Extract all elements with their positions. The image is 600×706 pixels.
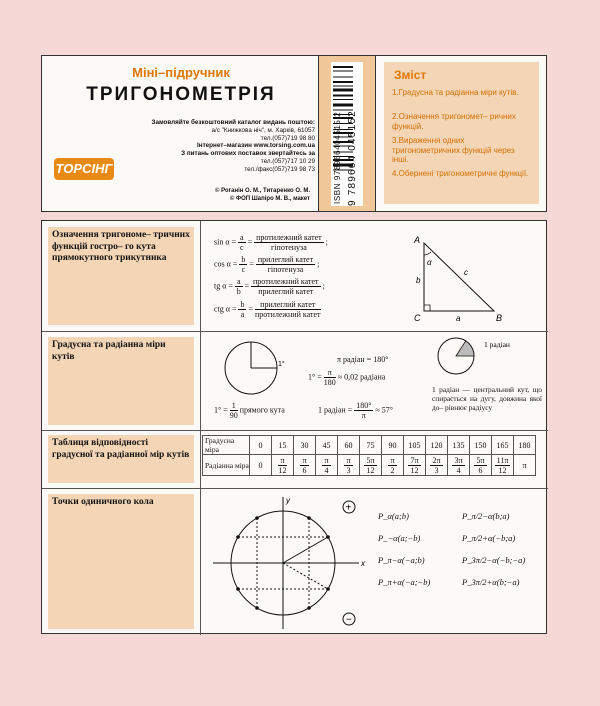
ctg-word-den: протилежний катет bbox=[255, 310, 321, 319]
one-degree-label: 1° bbox=[278, 361, 285, 368]
pi-rad-equation: π радіан = 180° bbox=[337, 355, 389, 364]
degree-in-radians bbox=[308, 368, 385, 387]
toc-box bbox=[384, 62, 539, 204]
degree-cell: 150 bbox=[470, 436, 492, 455]
radian-denominator: 3 bbox=[434, 465, 439, 475]
cos-formula: cos α = $\frac{b}{c}$ = прилеглий катет гіпотенуза ; bbox=[214, 255, 320, 274]
point-formula: P_π+α(−a;−b) bbox=[378, 577, 431, 587]
radian-cell bbox=[470, 455, 492, 476]
rad-num: 180° bbox=[356, 401, 372, 410]
tg-word-den: прилеглий катет bbox=[258, 287, 314, 296]
cover-title: ТРИГОНОМЕТРІЯ bbox=[86, 84, 276, 105]
radian-cell bbox=[272, 455, 294, 476]
side-c: c bbox=[464, 268, 468, 277]
sin-num: a bbox=[240, 233, 244, 242]
sin-word-num: протилежний катет bbox=[256, 233, 322, 242]
vertex-b: B bbox=[496, 313, 503, 323]
barcode-bar bbox=[333, 71, 353, 72]
point-formula: P_π/2+α(−b;a) bbox=[462, 533, 516, 543]
ctg-num: b bbox=[240, 300, 245, 309]
barcode-bar bbox=[333, 81, 353, 83]
degree-radian-table bbox=[202, 435, 536, 476]
radian-denominator: 2 bbox=[390, 465, 395, 475]
point-formula: P_3π/2+α(b;−a) bbox=[462, 577, 520, 587]
degree-cell: 135 bbox=[448, 436, 470, 455]
point-p-three-half-pi-minus-alpha bbox=[255, 606, 259, 610]
phone-2: тел.(057)717 10 29 bbox=[260, 157, 315, 165]
radian-denominator: 6 bbox=[302, 465, 307, 475]
minus-sign: − bbox=[346, 614, 352, 626]
point-p-three-half-pi-plus-alpha bbox=[307, 606, 311, 610]
sin-formula: sin α = $\frac{a}{c}$ = протилежний катет гіпотенуза ; bbox=[214, 233, 328, 252]
barcode-bar bbox=[333, 77, 353, 78]
rad-den: π bbox=[361, 411, 366, 420]
barcode-bar bbox=[333, 104, 353, 107]
radian-row bbox=[203, 455, 536, 476]
radian-cell bbox=[316, 455, 338, 476]
ctg-formula: ctg α = $\frac{b}{a}$ = прилеглий катет протилежний катет bbox=[214, 300, 321, 319]
radian-numerator: 2π bbox=[432, 455, 441, 465]
barcode-bar bbox=[333, 89, 353, 92]
author-2: © ФОП Шапіро М. В., макет bbox=[229, 196, 310, 202]
barcode-bar bbox=[333, 95, 353, 97]
degree-cell: 105 bbox=[404, 436, 426, 455]
point-p-half-pi-minus-alpha bbox=[307, 516, 311, 520]
degree-right-angle bbox=[214, 401, 285, 420]
tg-den: b bbox=[236, 287, 241, 296]
degree-header: Градусна міра bbox=[203, 436, 250, 455]
barcode-bar bbox=[333, 86, 353, 87]
frac-lhs: 1° = bbox=[214, 405, 228, 415]
book-cover bbox=[41, 55, 319, 212]
publisher-logo: ТОРСІНГ bbox=[54, 158, 114, 180]
one-radian-circle bbox=[432, 335, 544, 379]
point-p-alpha bbox=[326, 535, 330, 539]
toc-item: 3.Вираження одних тригонометричних функцій через інші. bbox=[392, 136, 515, 164]
vertex-a: A bbox=[414, 235, 421, 245]
deg-num: π bbox=[324, 368, 336, 378]
cos-lhs: cos α = bbox=[214, 259, 238, 269]
row-divider bbox=[42, 331, 548, 332]
cos-den: c bbox=[241, 265, 246, 274]
degree-cell: 15 bbox=[272, 436, 294, 455]
point-p-pi-minus-alpha bbox=[236, 535, 240, 539]
frac-num: 1 bbox=[231, 401, 236, 410]
radian-numerator: 5π bbox=[476, 455, 485, 465]
cos-word-den: гіпотенуза bbox=[267, 265, 304, 274]
tg-formula: tg α = $\frac{a}{b}$ = протилежний катет прилеглий катет ; bbox=[214, 277, 325, 296]
radian-header: Радіанна міра bbox=[203, 455, 250, 476]
radian-numerator: 5π bbox=[366, 455, 375, 465]
radian-cell bbox=[492, 455, 514, 476]
side-a: a bbox=[456, 314, 461, 323]
radian-sector bbox=[456, 341, 474, 356]
reference-card bbox=[41, 220, 547, 634]
fax: тел./факс(057)719 98 73 bbox=[244, 165, 315, 173]
barcode-bar bbox=[333, 66, 353, 68]
radian-cell bbox=[404, 455, 426, 476]
rad-approx: ≈ 57° bbox=[375, 405, 393, 415]
cover-subtitle: Міні–підручник bbox=[132, 65, 230, 80]
deg-lhs: 1° = bbox=[308, 372, 322, 382]
radius-alpha bbox=[283, 537, 328, 563]
point-p-pi-plus-alpha bbox=[236, 587, 240, 591]
radian-denominator: 12 bbox=[498, 465, 507, 475]
toc-item: 4.Обернені тригонометричні функції. bbox=[392, 169, 529, 178]
right-triangle-diagram bbox=[412, 233, 512, 323]
table-of-contents bbox=[375, 55, 547, 212]
degree-cell: 30 bbox=[294, 436, 316, 455]
point-formula: P_−α(a;−b) bbox=[378, 533, 421, 543]
publisher-info bbox=[137, 119, 315, 174]
section-label-table: Таблиця відповідності градусної та радіанної мір кутів bbox=[48, 435, 194, 483]
ctg-lhs: ctg α = bbox=[214, 304, 237, 314]
toc-item: 1.Градусна та радіанна міри кутів. bbox=[392, 88, 519, 97]
deg-approx: ≈ 0,02 радіана bbox=[337, 372, 386, 382]
section-label-definitions: Означення тригономе– тричних функцій гостро– го кута прямокутного трикутника bbox=[48, 227, 194, 325]
tg-lhs: tg α = bbox=[214, 281, 233, 291]
radian-cell bbox=[294, 455, 316, 476]
radian-numerator: 7π bbox=[410, 455, 419, 465]
order-line: Замовляйте безкоштовний каталог видань поштою: bbox=[151, 119, 315, 126]
point-formula: P_α(a;b) bbox=[378, 511, 409, 521]
toc-heading: Зміст bbox=[394, 68, 427, 82]
radius-minus-alpha bbox=[283, 563, 328, 589]
cos-num: b bbox=[241, 255, 246, 264]
unit-circle-diagram bbox=[207, 493, 367, 633]
axis-x-label: x bbox=[361, 559, 365, 568]
frac-post: прямого кута bbox=[239, 405, 285, 415]
ctg-den: a bbox=[240, 310, 245, 319]
one-radian-label: 1 радіан bbox=[484, 340, 510, 349]
radian-cell bbox=[338, 455, 360, 476]
degree-cell: 0 bbox=[250, 436, 272, 455]
point-formula: P_3π/2−α(−b;−a) bbox=[462, 555, 526, 565]
radian-denominator: 12 bbox=[278, 465, 287, 475]
radian-cell bbox=[426, 455, 448, 476]
radian-cell bbox=[382, 455, 404, 476]
point-formula: P_π−α(−a;b) bbox=[378, 555, 425, 565]
radian-denominator: 4 bbox=[456, 465, 461, 475]
radian-definition: 1 радіан — центральний кут, що спирається на дугу, довжина якої до– рівнює радіусу bbox=[432, 385, 542, 412]
sin-den: c bbox=[240, 243, 244, 252]
radian-denominator: 12 bbox=[366, 465, 375, 475]
degree-cell: 90 bbox=[382, 436, 404, 455]
radian-numerator: 3π bbox=[454, 455, 463, 465]
degree-cell: 120 bbox=[426, 436, 448, 455]
point-p-half-pi-plus-alpha bbox=[255, 516, 259, 520]
address: а/с "Книжкова ніч", м. Харків, 61057 bbox=[211, 126, 315, 134]
deg-den: 180 bbox=[323, 378, 336, 387]
isbn-text: ISBN 978966404515 2 bbox=[333, 111, 342, 204]
radian-denominator: 4 bbox=[324, 465, 329, 475]
rad-lhs: 1 радіан = bbox=[318, 405, 353, 415]
triangle-shape bbox=[424, 243, 494, 311]
phone-1: тел.(057)719 98 80 bbox=[260, 134, 315, 142]
radian-denominator: 3 bbox=[346, 465, 351, 475]
row-divider bbox=[42, 430, 548, 431]
radian-in-degrees bbox=[318, 401, 393, 420]
row-divider bbox=[42, 488, 548, 489]
radian-cell bbox=[360, 455, 382, 476]
authors bbox=[215, 187, 310, 203]
radian-numerator: π bbox=[522, 460, 527, 470]
axis-y-label: y bbox=[286, 496, 290, 505]
one-degree-circle bbox=[218, 335, 288, 395]
point-formula: P_π/2−α(b;a) bbox=[462, 511, 510, 521]
wholesale-line: З питань оптових поставок звертайтесь за bbox=[181, 150, 315, 158]
sin-lhs: sin α = bbox=[214, 237, 237, 247]
radian-denominator: 12 bbox=[410, 465, 419, 475]
right-angle-mark bbox=[424, 305, 430, 311]
angle-arc bbox=[424, 252, 431, 255]
section-label-unit-circle: Точки одиничного кола bbox=[48, 494, 194, 629]
radian-numerator: π bbox=[346, 455, 351, 465]
toc-item: 2.Означення тригономет– ричних функцій. bbox=[392, 112, 516, 131]
cos-word-num: прилеглий катет bbox=[257, 255, 314, 264]
radian-cell bbox=[514, 455, 536, 476]
barcode-bar bbox=[333, 99, 353, 100]
degree-cell: 180 bbox=[514, 436, 536, 455]
degree-row bbox=[203, 436, 536, 455]
side-b: b bbox=[416, 276, 421, 285]
frac-den: 90 bbox=[229, 411, 238, 420]
book-spine bbox=[319, 55, 375, 212]
degree-cell: 60 bbox=[338, 436, 360, 455]
radian-numerator: π bbox=[280, 455, 285, 465]
radian-denominator: 6 bbox=[478, 465, 483, 475]
column-divider bbox=[200, 221, 201, 635]
radian-cell bbox=[448, 455, 470, 476]
barcode-digits: 9 789664 045152 bbox=[347, 110, 358, 206]
angle-alpha: α bbox=[427, 258, 432, 267]
radian-numerator: π bbox=[324, 455, 329, 465]
degree-cell: 165 bbox=[492, 436, 514, 455]
radian-cell bbox=[250, 455, 272, 476]
vertex-c: C bbox=[414, 313, 421, 323]
sin-word-den: гіпотенуза bbox=[271, 243, 307, 252]
ctg-word-num: прилеглий катет bbox=[255, 300, 321, 310]
shop-line: Інтернет–магазин www.torsing.com.ua bbox=[197, 142, 315, 150]
plus-sign: + bbox=[345, 502, 352, 514]
degree-cell: 45 bbox=[316, 436, 338, 455]
radian-numerator: 0 bbox=[258, 460, 263, 470]
section-label-measures: Градусна та радіанна міри кутів bbox=[48, 337, 194, 425]
radian-numerator: π bbox=[390, 455, 395, 465]
radian-numerator: 11π bbox=[496, 455, 509, 465]
radian-numerator: π bbox=[302, 455, 307, 465]
point-p-minus-alpha bbox=[326, 587, 330, 591]
tg-word-num: протилежний катет bbox=[253, 277, 319, 286]
degree-cell: 75 bbox=[360, 436, 382, 455]
tg-num: a bbox=[236, 277, 241, 286]
author-1: © Роганін О. М., Титаренко О. М. bbox=[215, 188, 310, 194]
